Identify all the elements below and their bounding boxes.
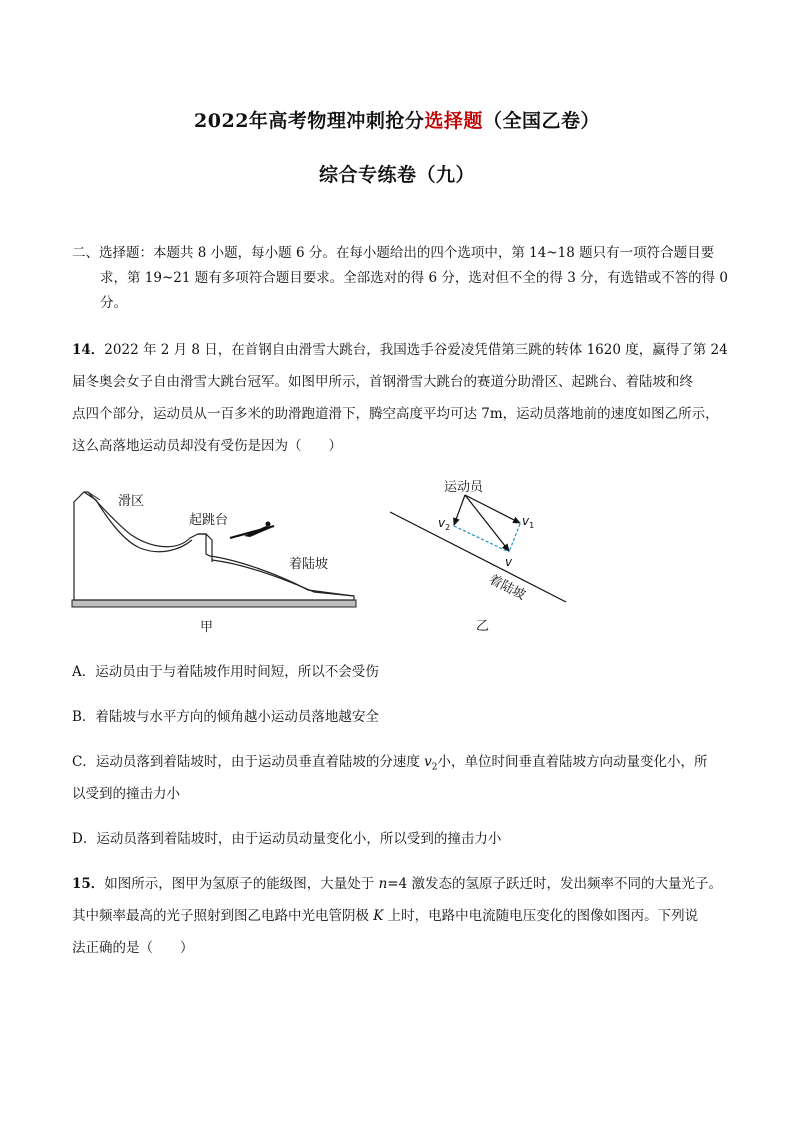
- label-takeoff: 起跳台: [189, 513, 229, 528]
- skier-icon: [230, 522, 274, 539]
- label-v: v: [505, 555, 513, 569]
- q15-var-k: K: [373, 908, 384, 924]
- dashed-line-1: [454, 526, 509, 552]
- label-v2: $v_2$: [438, 516, 451, 532]
- q15-line-1: [72, 874, 722, 894]
- option-d: D．运动员落到着陆坡时，由于运动员动量变化小，所以受到的撞击力小: [72, 831, 502, 847]
- velocity-v1-arrow: [465, 495, 520, 523]
- dashed-line-2: [509, 524, 520, 552]
- title-highlight: 选择题: [424, 110, 483, 132]
- q14-line-4: 这么高落地运动员却没有受伤是因为（ ）: [72, 438, 342, 454]
- caption-yi: 乙: [476, 619, 490, 634]
- title-suffix: （全国乙卷）: [482, 110, 600, 132]
- velocity-v2-arrow: [454, 495, 465, 525]
- q14-line-1: [72, 340, 728, 360]
- slope-line: [390, 512, 566, 602]
- figure-jia-ski-jump: [68, 486, 363, 636]
- q15-text-1a: 如图所示，图甲为氢原子的能级图，大量处于: [104, 876, 379, 892]
- caption-jia: 甲: [200, 620, 214, 635]
- q15-text-2a: 其中频率最高的光子照射到图乙电路中光电管阴极: [72, 908, 374, 924]
- page-title: [0, 106, 794, 133]
- q14-text-1: 2022 年 2 月 8 日，在首钢自由滑雪大跳台，我国选手谷爱凌凭借第三跳的转体 1620 度，赢得了第 24: [104, 342, 728, 358]
- q14-line-2: 届冬奥会女子自由滑雪大跳台冠军。如图甲所示，首钢滑雪大跳台的赛道分助滑区、起跳台、着陆坡和终: [72, 374, 693, 390]
- q15-text-1b: =4 激发态的氢原子跃迁时，发出频率不同的大量光子。: [387, 876, 722, 892]
- q15-var-n: n: [378, 876, 388, 892]
- page-subtitle: 综合专练卷（九）: [318, 164, 475, 186]
- instructions-line-2: 求，第 19~21 题有多项符合题目要求。全部选对的得 6 分，选对但不全的得 3 分，有选错或不答的得 0: [100, 270, 728, 286]
- instructions-line-1: 二、选择题：本题共 8 小题，每小题 6 分。在每小题给出的四个选项中，第 14~18 题只有一项符合题目要: [72, 245, 715, 261]
- instructions-line-3: 分。: [100, 295, 127, 311]
- label-slope: 着陆坡: [486, 572, 528, 604]
- q15-line-3: 法正确的是（ ）: [72, 940, 194, 956]
- option-c-line-1: [72, 752, 708, 778]
- option-a: A．运动员由于与着陆坡作用时间短，所以不会受伤: [72, 664, 379, 680]
- option-b: B．着陆坡与水平方向的倾角越小运动员落地越安全: [72, 709, 379, 725]
- q14-number: 14．: [72, 342, 105, 358]
- figure-yi-velocity-diagram: [384, 474, 584, 636]
- q15-line-2: [72, 906, 698, 926]
- velocity-v-arrow: [465, 495, 509, 551]
- q15-number: 15．: [72, 876, 105, 892]
- option-c-text: C．运动员落到着陆坡时，由于运动员垂直着陆坡的分速度: [72, 754, 425, 770]
- label-athlete: 运动员: [444, 480, 484, 495]
- option-c-text-2: 小，单位时间垂直着陆坡方向动量变化小，所: [437, 754, 708, 770]
- jump-hill-outline: [74, 492, 354, 600]
- option-c-var: v: [424, 754, 432, 770]
- ground-strip: [72, 600, 356, 607]
- label-slide-zone: 滑区: [118, 494, 145, 509]
- q14-line-3: 点四个部分，运动员从一百多米的助滑跑道滑下，腾空高度平均可达 7m，运动员落地前的速度如图乙所示，: [72, 406, 719, 422]
- option-c-line-2: 以受到的撞击力小: [72, 786, 180, 802]
- title-text: 2022年高考物理冲刺抢分: [194, 110, 425, 132]
- q15-text-2b: 上时，电路中电流随电压变化的图像如图丙。下列说: [383, 908, 699, 924]
- option-c-sub: 2: [431, 762, 438, 773]
- label-landing-slope: 着陆坡: [289, 557, 329, 572]
- label-v1: $v_1$: [522, 514, 535, 530]
